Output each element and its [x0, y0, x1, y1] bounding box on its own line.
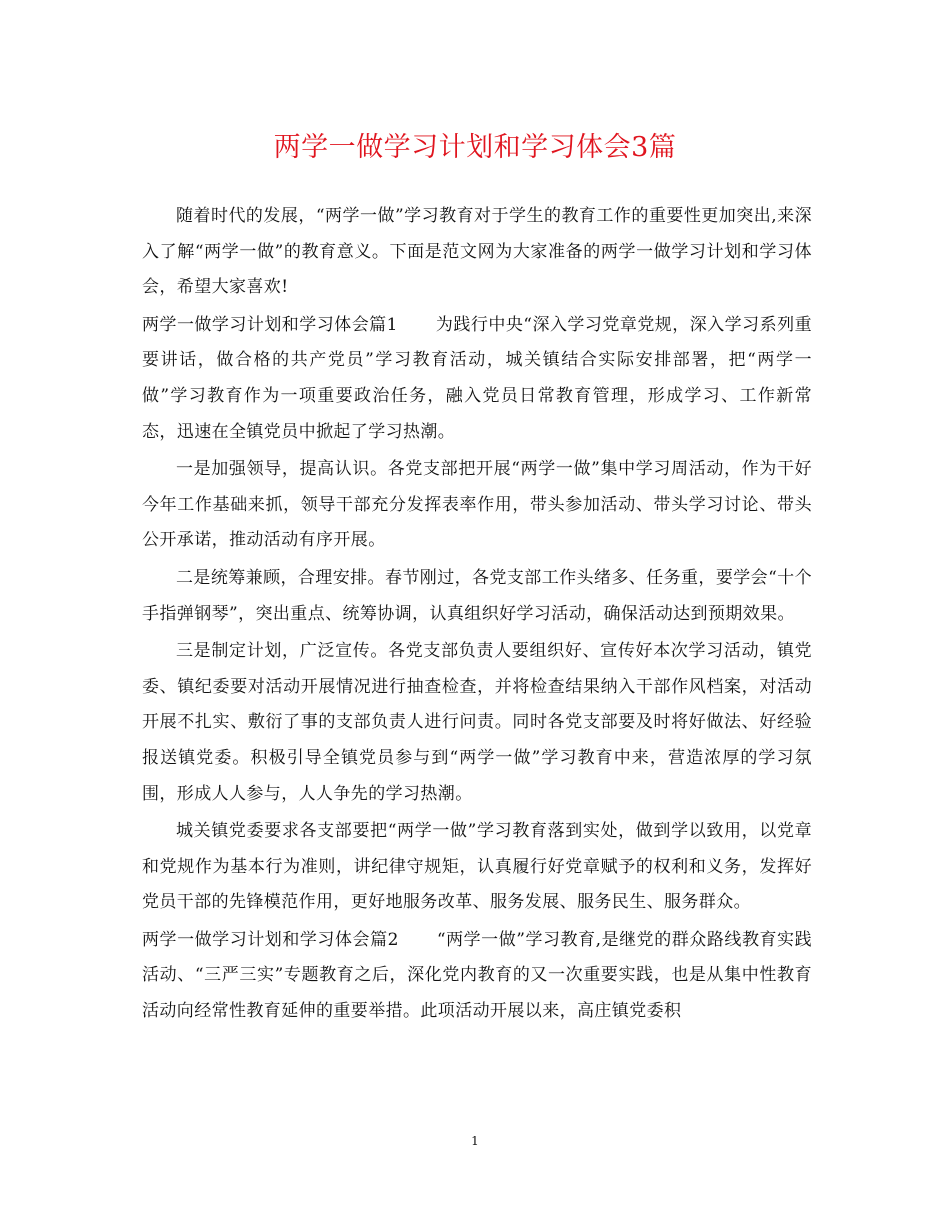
section-heading-2: 两学一做学习计划和学习体会篇2: [142, 929, 399, 950]
document-title: 两学一做学习计划和学习体会3篇: [273, 132, 677, 163]
paragraph-point-2: 二是统筹兼顾，合理安排。春节刚过，各党支部工作头绪多、任务重，要学会“十个手指弹钢琴”，突出重点、统筹协调，认真组织好学习活动，确保活动达到预期效果。: [142, 567, 812, 624]
paragraph-point-3: 三是制定计划，广泛宣传。各党支部负责人要组织好、宣传好本次学习活动，镇党委、镇纪委要对活动开展情况进行抽查检查，并将检查结果纳入干部作风档案，对活动开展不扎实、敷衍了事的支部负责人进行问责。同时各党支部要及时将好做法、好经验报送镇党委。积极引导全镇党员参与到“两学一做”学习教育中来，营造浓厚的学习氛围，形成人人参与，人人争先的学习热潮。: [142, 641, 812, 804]
document-body: [142, 199, 812, 1032]
section-heading-1: 两学一做学习计划和学习体会篇1: [142, 314, 398, 335]
paragraph-section-1: [142, 308, 812, 450]
paragraph-point-1: 一是加强领导，提高认识。各党支部把开展“两学一做”集中学习周活动，作为干好今年工作基础来抓，领导干部充分发挥表率作用，带头参加活动、带头学习讨论、带头公开承诺，推动活动有序开展。: [142, 459, 812, 551]
paragraph-section-2: [142, 923, 812, 1030]
paragraph-intro: 随着时代的发展，“两学一做”学习教育对于学生的教育工作的重要性更加突出,来深入了解“两学一做”的教育意义。下面是范文网为大家准备的两学一做学习计划和学习体会，希望大家喜欢!: [142, 206, 812, 298]
section-text-1: 为践行中央“深入学习党章党规，深入学习系列重要讲话，做合格的共产党员”学习教育活动，城关镇结合实际安排部署，把“两学一做”学习教育作为一项重要政治任务，融入党员日常教育管理，形成学习、工作新常态，迅速在全镇党员中掀起了学习热潮。: [142, 314, 812, 442]
section-text-2: “两学一做”学习教育,是继党的群众路线教育实践活动、“三严三实”专题教育之后，深化党内教育的又一次重要实践，也是从集中性教育活动向经常性教育延伸的重要举措。此项活动开展以来，高庄镇党委积: [142, 929, 812, 1022]
paragraph-conclusion: 城关镇党委要求各支部要把“两学一做”学习教育落到实处，做到学以致用，以党章和党规作为基本行为准则，讲纪律守规矩，认真履行好党章赋予的权利和义务，发挥好党员干部的先锋模范作用，更好地服务改革、服务发展、服务民生、服务群众。: [142, 821, 812, 913]
page-number: 1: [471, 1134, 479, 1148]
